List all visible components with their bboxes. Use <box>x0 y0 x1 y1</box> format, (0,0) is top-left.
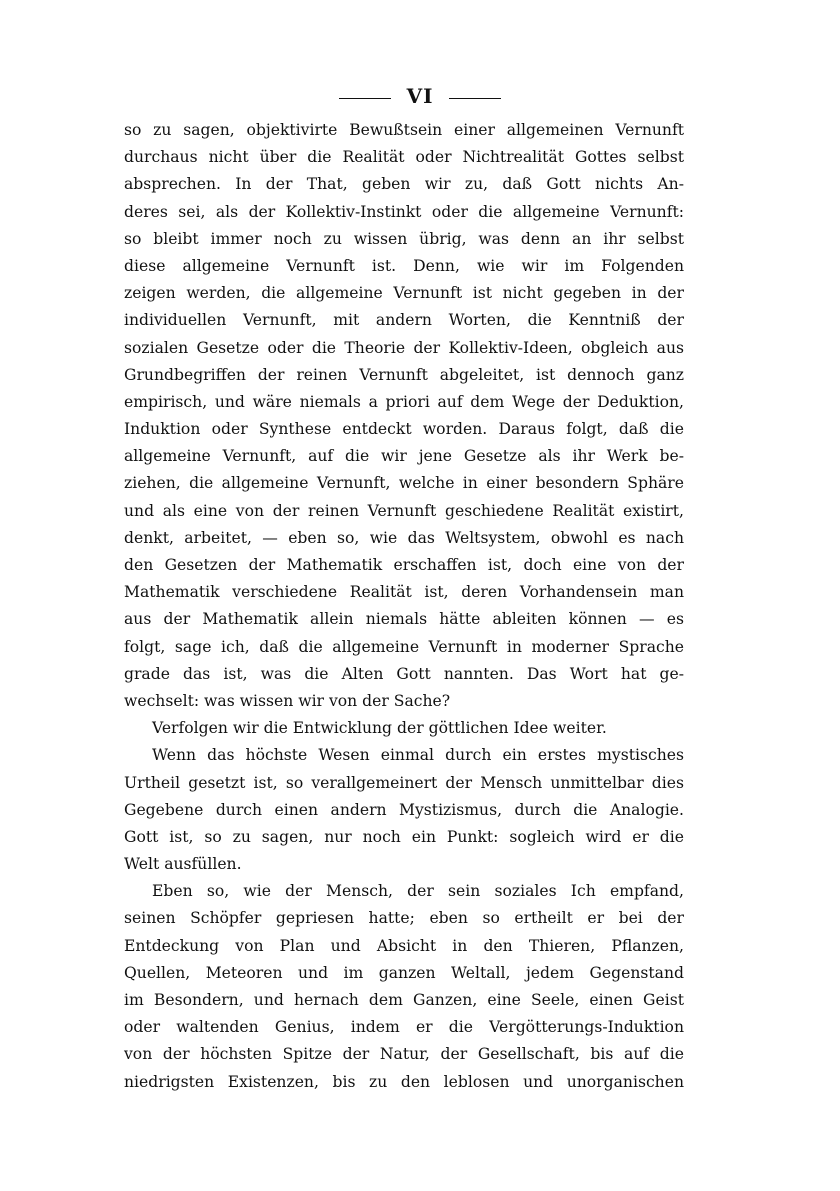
text-line: absprechen. In der That, geben wir zu, daß Gott nichts An- <box>124 175 684 194</box>
text-line: Gott ist, so zu sagen, nur noch ein Punkt: sogleich wird er die <box>124 827 684 846</box>
text-line: im Besondern, und hernach dem Ganzen, eine Seele, einen Geist <box>124 991 684 1009</box>
text-line: Grundbegriffen der reinen Vernunft abgeleitet, ist dennoch ganz <box>124 365 684 384</box>
text-line: grade das ist, was die Alten Gott nannten. Das Wort hat ge- <box>124 664 684 683</box>
text-line: Mathematik verschiedene Realität ist, deren Vorhandensein man <box>124 583 684 602</box>
text-line: oder waltenden Genius, indem er die Vergötterungs-Induktion <box>124 1018 684 1037</box>
text-line: den Gesetzen der Mathematik erschaffen ist, doch eine von der <box>124 556 684 574</box>
header-rule-right <box>449 98 501 99</box>
text-line: sozialen Gesetze oder die Theorie der Kollektiv-Ideen, obgleich aus <box>124 338 684 357</box>
page-number: VI <box>406 84 434 108</box>
text-line: aus der Mathematik allein niemals hätte ableiten können — es <box>124 610 684 629</box>
text-line: zeigen werden, die allgemeine Vernunft ist nicht gegeben in der <box>124 284 684 303</box>
text-line: so bleibt immer noch zu wissen übrig, was denn an ihr selbst <box>124 229 684 248</box>
text-line: deres sei, als der Kollektiv-Instinkt oder die allgemeine Vernunft: <box>124 202 684 221</box>
paragraph-first-line: Wenn das höchste Wesen einmal durch ein erstes mystisches <box>152 746 684 765</box>
text-line: so zu sagen, objektivirte Bewußtsein einer allgemeinen Vernunft <box>124 121 684 139</box>
page-header <box>0 84 840 108</box>
text-line: diese allgemeine Vernunft ist. Denn, wie wir im Folgenden <box>124 256 684 275</box>
text-line: Urtheil gesetzt ist, so verallgemeinert der Mensch unmittelbar dies <box>124 773 684 792</box>
text-line: und als eine von der reinen Vernunft geschiedene Realität existirt, <box>124 501 684 520</box>
text-line: niedrigsten Existenzen, bis zu den leblosen und unorganischen <box>124 1072 684 1091</box>
text-line: von der höchsten Spitze der Natur, der Gesellschaft, bis auf die <box>124 1045 684 1064</box>
body-text <box>124 117 684 1096</box>
text-line: durchaus nicht über die Realität oder Nichtrealität Gottes selbst <box>124 148 684 167</box>
text-line: denkt, arbeitet, — eben so, wie das Weltsystem, obwohl es nach <box>124 528 684 547</box>
paragraph-end-line: Welt ausfüllen. <box>124 855 242 874</box>
paragraph-end-line: wechselt: was wissen wir von der Sache? <box>124 691 451 710</box>
text-line: seinen Schöpfer gepriesen hatte; eben so ertheilt er bei der <box>124 909 684 928</box>
text-line: Induktion oder Synthese entdeckt worden. Daraus folgt, daß die <box>124 420 684 439</box>
text-line: empirisch, und wäre niemals a priori auf dem Wege der Deduktion, <box>124 392 684 411</box>
header-rule-left <box>339 98 391 99</box>
paragraph-line: Verfolgen wir die Entwicklung der göttlichen Idee weiter. <box>152 719 607 738</box>
text-line: folgt, sage ich, daß die allgemeine Vernunft in moderner Sprache <box>124 637 684 656</box>
text-line: Quellen, Meteoren und im ganzen Weltall, jedem Gegenstand <box>124 963 684 982</box>
text-line: ziehen, die allgemeine Vernunft, welche in einer besondern Sphäre <box>124 474 684 493</box>
text-line: individuellen Vernunft, mit andern Worten, die Kenntniß der <box>124 311 684 330</box>
text-line: Gegebene durch einen andern Mystizismus, durch die Analogie. <box>124 800 684 819</box>
text-line: allgemeine Vernunft, auf die wir jene Gesetze als ihr Werk be- <box>124 447 684 466</box>
paragraph-first-line: Eben so, wie der Mensch, der sein soziales Ich empfand, <box>152 882 684 901</box>
text-line: Entdeckung von Plan und Absicht in den Thieren, Pflanzen, <box>124 936 684 955</box>
